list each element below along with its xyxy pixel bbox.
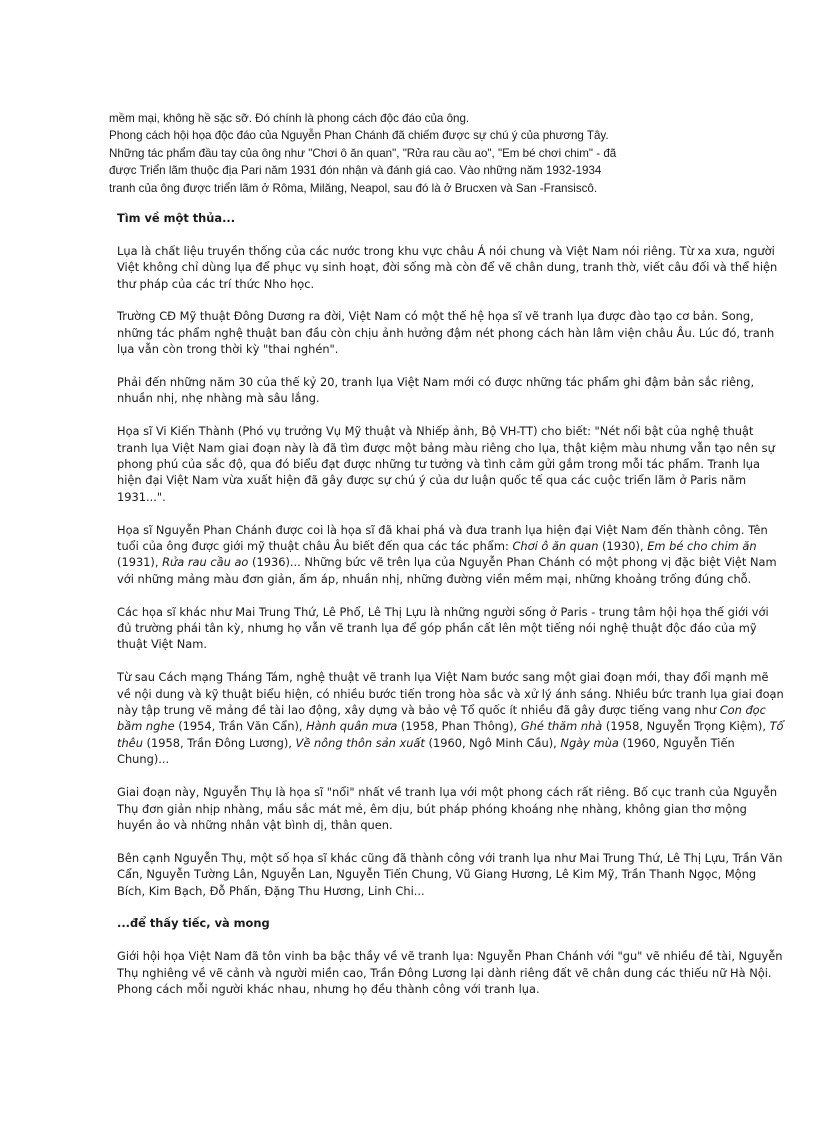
- artwork-title: Về nông thôn sản xuất: [295, 735, 425, 750]
- text-run: (1958, Nguyễn Trọng Kiệm),: [602, 719, 770, 734]
- artwork-title: Tổ thêu: [117, 719, 784, 750]
- artwork-title: Chơi ô ăn quan: [512, 539, 599, 554]
- intro-line: tranh của ông được triển lãm ở Rôma, Milăng, Neapol, sau đó là ở Brucxen và San -Fransiscô.: [109, 181, 598, 195]
- paragraph: Lụa là chất liệu truyền thống của các nước trong khu vực châu Á nói chung và Việt Nam nói riêng. Từ xa xưa, người Việt không chỉ dùng lụa để phục vụ sinh hoạt, đời sống mà còn để vẽ chân dung, tranh thờ, viết câu đối và thể hiện thư pháp của các trí thức Nho học.: [117, 243, 778, 291]
- text-run: (1960, Ngô Minh Cầu),: [424, 735, 561, 750]
- text-run: (1930),: [598, 539, 648, 554]
- artwork-title: Em bé cho chim ăn: [647, 539, 757, 554]
- intro-block: [109, 110, 709, 197]
- text-run: (1936)... Những bức vẽ trên lụa của Nguyễn Phan Chánh có một phong vị đặc biệt Việt Nam với những mảng màu đơn giản, ấm áp, nhuần nhị, những đường viền mềm mại, những khoảng trống đúng chỗ.: [117, 555, 777, 586]
- paragraph: [117, 522, 785, 588]
- artwork-title: Ghé thăm nhà: [520, 719, 603, 734]
- text-run: (1960, Nguyễn Tiến Chung)...: [117, 735, 735, 767]
- text-run: (1958, Trần Đông Lương),: [142, 735, 296, 750]
- text-run: (1954, Trần Văn Cẩn),: [174, 719, 307, 734]
- paragraph: Giai đoạn này, Nguyễn Thụ là họa sĩ "nổi" nhất về tranh lụa với một phong cách rất riêng. Bố cục tranh của Nguyễn Thụ đơn giản nhịp nhàng, mầu sắc mát mẻ, êm dịu, bút pháp phóng khoáng nhẹ nhàng, không gian thơ mộng huyền ảo và những nhân vật bình dị, thân quen.: [117, 785, 778, 832]
- intro-line: Phong cách hội họa độc đáo của Nguyễn Phan Chánh đã chiếm được sự chú ý của phương Tây.: [109, 129, 609, 143]
- intro-line: Những tác phẩm đầu tay của ông như "Chơi ô ăn quan", "Rửa rau cầu ao", "Em bé chơi chim" - đã: [109, 146, 617, 160]
- text-run: (1931),: [117, 555, 163, 570]
- section-heading: ...để thấy tiếc, và mong: [117, 916, 270, 931]
- paragraph: Phải đến những năm 30 của thế kỷ 20, tranh lụa Việt Nam mới có được những tác phẩm ghi đậm bản sắc riêng, nhuần nhị, nhẹ nhàng mà sâu lắng.: [117, 375, 755, 406]
- text-run: (1958, Phan Thông),: [397, 719, 521, 734]
- text-run: Từ sau Cách mạng Tháng Tám, nghệ thuật vẽ tranh lụa Việt Nam bước sang một giai đoạn mới, thay đổi mạnh mẽ về nội dung và kỹ thuật biểu hiện, có nhiều bước tiến trong hòa sắc và xử lý ánh sáng. Nhiều bức tranh lụa giai đoạn này tập trung vẽ mảng đề tài lao động, xây dựng và bảo vệ Tổ quốc ít nhiều đã gây được tiếng vang như: [117, 670, 784, 718]
- paragraph: Họa sĩ Vi Kiến Thành (Phó vụ trưởng Vụ Mỹ thuật và Nhiếp ảnh, Bộ VH-TT) cho biết: "Nét nổi bật của nghệ thuật tranh lụa Việt Nam giai đoạn này là đã tìm được một bảng màu riêng cho lụa, thật kiệm màu nhưng vẫn tạo nên sự phong phú của sắc độ, qua đó biểu đạt được những tư tưởng và tình cảm gửi gắm trong mỗi tác phẩm. Tranh lụa hiện đại Việt Nam vừa xuất hiện đã gây được sự chú ý của dư luận quốc tế qua các cuộc triển lãm ở Paris năm 1931...".: [117, 424, 775, 504]
- intro-line: mềm mại, không hề sặc sỡ. Đó chính là phong cách độc đáo của ông.: [109, 112, 470, 125]
- artwork-title: Hành quân mưa: [306, 719, 398, 734]
- paragraph: [117, 669, 785, 767]
- artwork-title: Con đọc bầm nghe: [117, 703, 766, 734]
- paragraph: Bên cạnh Nguyễn Thụ, một số họa sĩ khác cũng đã thành công với tranh lụa như Mai Trung Thứ, Lê Thị Lựu, Trần Văn Cẩn, Nguyễn Tường Lân, Nguyễn Lan, Nguyễn Tiến Chung, Vũ Giang Hương, Lê Kim Mỹ, Trần Thanh Ngọc, Mộng Bích, Kim Bạch, Đỗ Phấn, Đặng Thu Hương, Linh Chi...: [117, 850, 783, 898]
- section-heading: Tìm về một thủa...: [117, 211, 236, 225]
- paragraph: Các họa sĩ khác như Mai Trung Thứ, Lê Phổ, Lê Thị Lựu là những người sống ở Paris - trung tâm hội họa thế giới với đủ trường phái tân kỳ, nhưng họ vẫn vẽ tranh lụa để góp phần cất lên một tiếng nói nghệ thuật độc đáo của mỹ thuật Việt Nam.: [117, 604, 769, 652]
- artwork-title: Rửa rau cầu ao: [162, 555, 249, 570]
- paragraph: Giới hội họa Việt Nam đã tôn vinh ba bậc thầy về vẽ tranh lụa: Nguyễn Phan Chánh với "gu" vẽ nhiều đề tài, Nguyễn Thụ nghiêng về vẽ cảnh và người miền cao, Trần Đông Lương lại dành riêng đất vẽ chân dung các thiếu nữ Hà Nội. Phong cách mỗi người khác nhau, nhưng họ đều thành công với tranh lụa.: [117, 949, 783, 996]
- article-body: [117, 210, 785, 1014]
- artwork-title: Ngày mùa: [560, 735, 619, 750]
- text-run: Họa sĩ Nguyễn Phan Chánh được coi là họa sĩ đã khai phá và đưa tranh lụa hiện đại Việt Nam đến thành công. Tên tuổi của ông được giới mỹ thuật châu Âu biết đến qua các tác phẩm:: [117, 522, 768, 554]
- intro-line: được Triển lãm thuộc địa Pari năm 1931 đón nhận và đánh giá cao. Vào những năm 1932-1934: [109, 164, 602, 178]
- paragraph: Trường CĐ Mỹ thuật Đông Dương ra đời, Việt Nam có một thế hệ họa sĩ vẽ tranh lụa được đào tạo cơ bản. Song, những tác phẩm nghệ thuật ban đầu còn chịu ảnh hưởng đậm nét phong cách hàn lâm viện châu Âu. Lúc đó, tranh lụa vẫn còn trong thời kỳ "thai nghén".: [117, 309, 775, 357]
